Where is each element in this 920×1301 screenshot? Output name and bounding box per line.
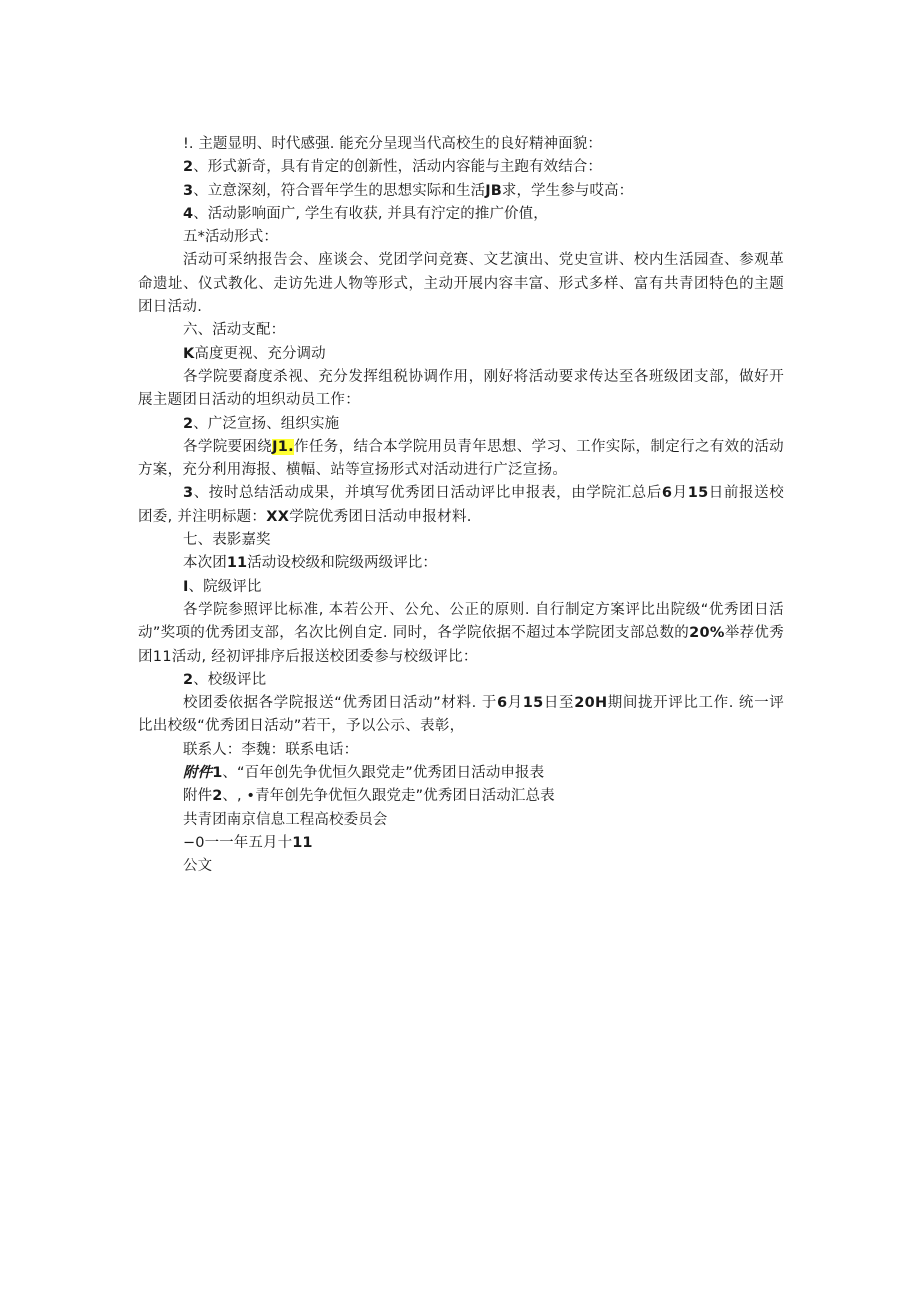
paragraph-attention: 各学院要裔度杀视、充分发挥组税协调作用，刚好将活动要求传达至各班级团支部，做好开展主题团日活动的坦织动员工作： <box>138 368 784 409</box>
criterion-3: 3、立意深刻，符合晋年学生的思想实际和生活JB求，学生参与哎高： <box>183 182 634 199</box>
paragraph-college-level: 各学院参照评比标准, 本若公开、公允、公正的原则. 自行制定方案评比出院级“优秀团日活动”奖项的优秀团支部，名次比例自定. 同时，各学院依据不超过本学院团支部总数的20%举荐优秀团11活动, 经初评排序后报送校团委参与校级评比： <box>138 601 784 665</box>
subheading-attention: K高度更视、充分调动 <box>183 345 326 362</box>
paragraph-school-level: 校团委依据各学院报送“优秀团日活动”材料. 于6月15日至20H期间拢开评比工作. 统一评比出校级“优秀团日活动”若干，予以公示、表彰， <box>138 695 784 735</box>
section-heading-activity-form: 五*活动形式： <box>183 229 278 246</box>
attachment-1: 附件1、“百年创先争优恒久跟党走”优秀团日活动申报表 <box>183 765 545 782</box>
subheading-college-level: I、院级评比 <box>183 578 262 595</box>
subheading-publicity: 2、广泛宣扬、组织实施 <box>183 415 340 432</box>
issuing-organization: 共青团南京信息工程高校委员会 <box>183 811 388 828</box>
section-heading-activity-arrangement: 六、活动支配： <box>183 322 286 339</box>
subheading-school-level: 2、校级评比 <box>183 671 267 688</box>
attachment-2: 附件2、, •青年创先争优恒久跟党走”优秀团日活动汇总表 <box>183 788 555 805</box>
document-body <box>138 133 784 879</box>
criterion-2: 2、形式新奇，具有肯定的创新性，活动内容能与主跑有效结合： <box>183 159 603 176</box>
paragraph-activity-form: 活动可采纳报告会、座谈会、党团学问竞赛、文艺演出、党史宣讲、校内生活园查、参观革命遗址、仪式教化、走访先进人物等形式，主动开展内容丰富、形式多样、富有共青团特色的主题团日活动. <box>138 252 784 316</box>
section-heading-awards: 七、表影嘉奖 <box>183 532 271 549</box>
paragraph-publicity: 各学院要困绕J1.作任务，结合本学院用员青年思想、学习、工作实际，制定行之有效的活动方案，充分利用海报、横幅、站等宣扬形式对活动进行广泛宣扬。 <box>138 438 784 479</box>
contact-line: 联系人：李魏：联系电话： <box>183 741 359 758</box>
criterion-1: !. 主题显明、时代感强. 能充分呈现当代高校生的良好精神面貌： <box>183 136 602 152</box>
awards-intro: 本次团11活动设校级和院级两级评比： <box>183 555 438 572</box>
paragraph-summary: 3、按时总结活动成果，并填写优秀团日活动评比申报表，由学院汇总后6月15日前报送校团委, 并注明标题：XX学院优秀团日活动申报材料. <box>138 485 785 525</box>
document-label: 公文 <box>183 858 213 875</box>
highlighted-text: J1. <box>272 438 294 455</box>
issue-date: −0一一年五月十11 <box>183 834 313 851</box>
criterion-4: 4、活动影响面广, 学生有收获, 并具有泞定的推广价值， <box>183 205 548 222</box>
